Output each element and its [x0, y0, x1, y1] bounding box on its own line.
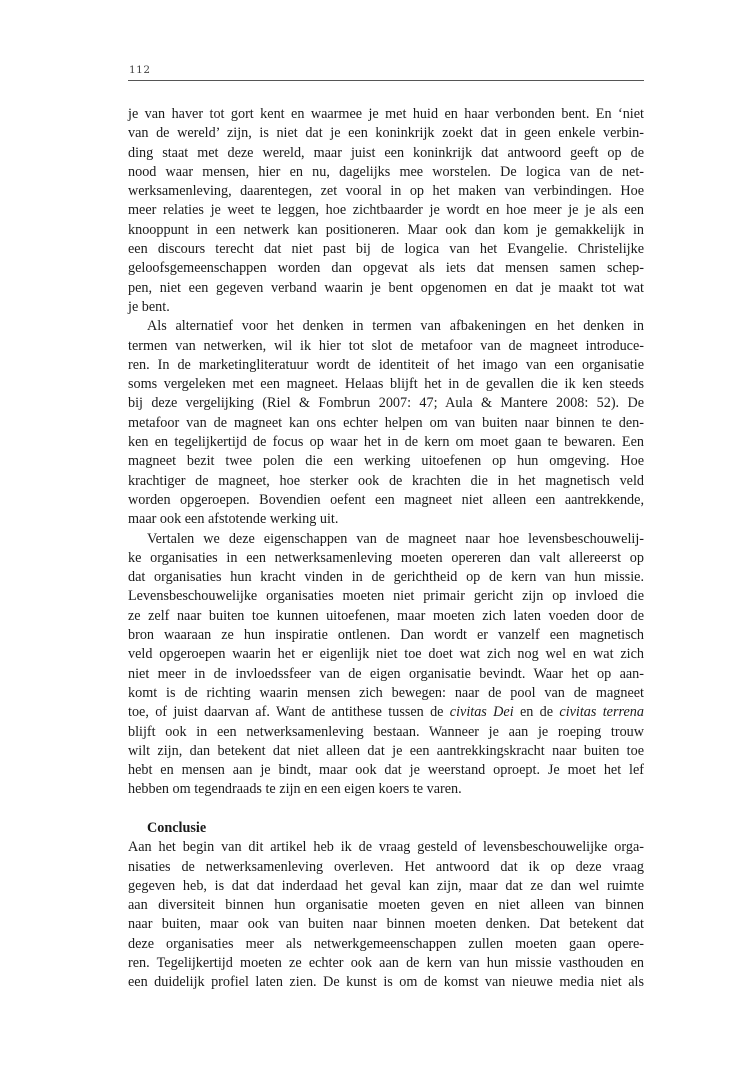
- text-run: en de: [513, 704, 560, 721]
- text-line: meer relaties je weet te leggen, hoe zichtbaarder je wordt en hoe meer je je als een: [128, 202, 644, 219]
- text-line: ze zelf naar buiten toe kunnen uitoefenen, maar moeten zich laten voeden door de: [128, 607, 644, 624]
- text-line: ren. In de marketingliteratuur wordt de identiteit of het imago van een organisatie: [128, 356, 644, 373]
- text-line: blijft ook in een netwerksamenleving bestaan. Wanneer je aan je roeping trouw: [128, 723, 644, 740]
- text-line: hebben om tegendraads te zijn en een eigen koers te varen.: [128, 781, 462, 798]
- paragraph-3: [128, 530, 644, 800]
- text-line: Levensbeschouwelijke organisaties moeten niet primair gericht zijn op invloed die: [128, 588, 644, 605]
- text-line: je bent.: [128, 298, 170, 315]
- text-line: termen van netwerken, wil ik hier tot slot de metafoor van de magneet introduce-: [128, 337, 644, 354]
- text-line: naar buiten, maar ook van buiten naar binnen moeten denken. Dat betekent dat: [128, 916, 644, 933]
- text-line: maar ook een afstotende werking uit.: [128, 511, 339, 528]
- text-line: bron waaraan ze hun inspiratie ontlenen. Dan wordt er vanzelf een magnetisch: [128, 627, 644, 644]
- text-line: nisaties de netwerksamenleving overleven. Het antwoord dat ik op deze vraag: [128, 858, 644, 875]
- text-line: magneet bezit twee polen die een werking uitoefenen op hun omgeving. Hoe: [128, 453, 644, 470]
- text-line: geloofsgemeenschappen worden dan opgevat als iets dat mensen samen schep-: [128, 260, 644, 277]
- text-run: toe, of juist daarvan af. Want de antithese tussen de: [128, 704, 450, 721]
- text-line: ren. Tegelijkertijd moeten ze echter ook aan de kern van hun missie vasthouden en: [128, 955, 644, 972]
- paragraph-4: [128, 838, 644, 992]
- body-text: [128, 105, 644, 993]
- text-line: niet meer in de invloedssfeer van de eigen organisatie bevindt. Waar het op aan-: [128, 665, 644, 682]
- text-line: werksamenleving, daarentegen, zet vooral in op het maken van verbindingen. Hoe: [128, 183, 644, 200]
- text-line: bij deze vergelijking (Riel & Fombrun 2007: 47; Aula & Mantere 2008: 52). De: [128, 395, 644, 412]
- text-line: gegeven heb, is dat dat inderdaad het geval kan zijn, maar dat ze dan wel ruimte: [128, 877, 644, 894]
- text-line: Als alternatief voor het denken in termen van afbakeningen en het denken in: [147, 318, 644, 335]
- paragraph-1: [128, 105, 644, 317]
- text-line: van de wereld’ zijn, is niet dat je een koninkrijk zoekt dat in geen enkele verbin-: [128, 125, 644, 142]
- text-line: aan diversiteit binnen hun organisatie moeten geven en niet alleen van binnen: [128, 897, 644, 914]
- latin-term-civitas-terrena: civitas terrena: [559, 704, 644, 721]
- text-line: een duidelijk profiel laten zien. De kunst is om de komst van nieuwe media niet als: [128, 974, 644, 991]
- text-line: je van haver tot gort kent en waarmee je met huid en haar verbonden bent. En ‘niet: [128, 106, 644, 122]
- text-line: knooppunt in een netwerk kan positioneren. Maar ook dan kom je gemakkelijk in: [128, 221, 644, 238]
- text-line: ken en tegelijkertijd de focus op waar het in de kern om moet gaan te bewaren. Een: [128, 434, 644, 451]
- text-line: wilt zijn, dan betekent dat niet alleen dat je een aantrekkingskracht naar buiten toe: [128, 742, 644, 759]
- text-line: deze organisaties meer als netwerkgemeenschappen zullen moeten gaan opere-: [128, 935, 644, 952]
- text-line: hebt en mensen aan je bindt, maar ook dat je weerstand oproept. Je moet het lef: [128, 762, 644, 779]
- header-rule: [128, 80, 644, 81]
- page-number: 112: [129, 64, 151, 76]
- text-line: nood waar mensen, hier en nu, dagelijks mee worstelen. De logica van de net-: [128, 163, 644, 180]
- text-line: een discours terecht dat niet past bij de logica van het Evangelie. Christelijke: [128, 241, 644, 258]
- text-line: dat organisaties hun kracht vinden in de gerichtheid op de kern van hun missie.: [128, 569, 644, 586]
- text-line: ke organisaties in een netwerksamenleving moeten opereren dan valt allereerst op: [128, 549, 644, 566]
- text-line: krachtiger de magneet, hoe sterker ook de krachten die in het magnetisch veld: [128, 472, 644, 489]
- text-line: veld opgeroepen waarin het er eigenlijk niet toe doet wat zich nog wel en wat zich: [128, 646, 644, 663]
- section-heading: Conclusie: [147, 819, 207, 836]
- text-line: komt is de richting waarin mensen zich bewegen: naar de pool van de magneet: [128, 684, 644, 701]
- text-line-with-latin: [128, 703, 644, 722]
- text-line: soms vergeleken met een magneet. Helaas blijft het in de gevallen die ik ken steeds: [128, 376, 644, 393]
- latin-term-civitas-dei: civitas Dei: [449, 704, 514, 721]
- text-line: metafoor van de magneet kan ons echter helpen om van buiten naar binnen te den-: [128, 414, 644, 431]
- text-line: worden opgeroepen. Bovendien oefent een magneet niet alleen een aantrekkende,: [128, 491, 644, 508]
- text-line: pen, niet een gegeven verband waarin je bent opgenomen en dat je maakt tot wat: [128, 279, 644, 296]
- text-line: Vertalen we deze eigenschappen van de magneet naar hoe levensbeschouwelij-: [147, 530, 644, 547]
- text-line: ding staat met deze wereld, maar juist een koninkrijk dat antwoord geeft op de: [128, 144, 644, 161]
- paragraph-2: [128, 317, 644, 529]
- text-line: Aan het begin van dit artikel heb ik de vraag gesteld of levensbeschouwelijke orga-: [128, 839, 644, 856]
